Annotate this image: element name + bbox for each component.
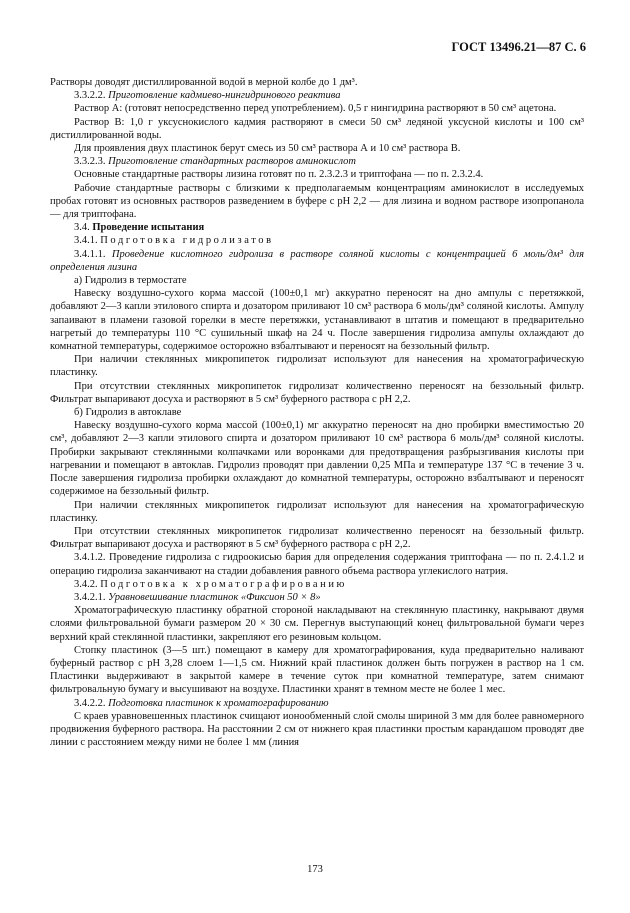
paragraph xyxy=(50,644,584,697)
text-run: Приготовление стандартных растворов аминокислот xyxy=(108,156,356,168)
paragraph xyxy=(50,419,584,498)
text-run: При наличии стеклянных микропипеток гидролизат используют для нанесения на хроматографическую пластинку. xyxy=(50,354,584,379)
text-run: 3.3.2.3. xyxy=(74,156,109,168)
page-number: 173 xyxy=(307,864,323,875)
text-run: 3.4.2. xyxy=(74,578,101,590)
text-run: При отсутствии стеклянных микропипеток гидролизат количественно переносят на беззольный фильтр. Фильтрат выпаривают досуха и растворяют в 5 см³ буферного раствора с pH 2,2. xyxy=(50,525,584,551)
text-run: Проведение кислотного гидролиза в растворе соляной кислоты с концентрацией 6 моль/дм³ для определения лизина xyxy=(50,248,584,273)
text-run: При отсутствии стеклянных микропипеток гидролизат количественно переносят на беззольный фильтр. Фильтрат выпаривают досуха и растворяют в 5 см³ буферного раствора с pH 2,2. xyxy=(50,380,584,405)
text-run: Навеску воздушно-сухого корма массой (100±0,1) мг аккуратно переносят на дно пробирки вместимостью 20 см³, добавляют 2—3 капли этилового спирта и дозатором приливают 10 см³ раствора 6 моль/дм³ соляной кислоты. Пробирки закрывают стеклянными колпачками или воронками для предотвращения разбрызгивания кислоты при нагревании и помещают в автоклав. Гидролиз проводят при давлении 0,25 МПа и температуре 137 °С в течение 3 ч. После завершения гидролиза пробирки охлаждают до комнатной температуры, осторожно взбалтывают и переносят содержимое на беззольный фильтр. xyxy=(50,420,584,498)
text-run: С краев уравновешенных пластинок счищают ионообменный слой смолы шириной 3 мм для более равномерного продвижения буферного раствора. На расстоянии 2 см от нижнего края пластинки простым карандашом проводят две линии с расстоянием между ними не более 1 мм (линия xyxy=(50,710,584,749)
paragraph xyxy=(50,525,584,551)
text-run: 3.4.2.2. xyxy=(74,697,109,709)
text-run: б) Гидролиз в автоклаве xyxy=(74,407,182,419)
text-run: 3.3.2.2. xyxy=(74,90,109,102)
paragraph xyxy=(50,116,584,142)
text-run: Рабочие стандартные растворы с близкими к предполагаемым концентрациям аминокислот в исследуемых пробах готовят из основных растворов разведением в буфере с pH 2,2 — для лизина и водном растворе изопропанола — для триптофана. xyxy=(50,182,584,221)
paragraph xyxy=(50,248,584,274)
text-run: 3.4.1.2. Проведение гидролиза с гидроокисью бария для определения содержания триптофана — по п. 2.4.1.2 и операцию гидролиза заканчивают на стадии добавления равного объема раствора углекислого натрия. xyxy=(50,552,584,577)
paragraph xyxy=(50,274,584,287)
paragraph xyxy=(50,604,584,644)
paragraph xyxy=(50,234,584,247)
text-run: Для проявления двух пластинок берут смесь из 50 см³ раствора А и 10 см³ раствора В. xyxy=(74,143,461,155)
text-run: 3.4.1.1. xyxy=(74,248,112,260)
paragraph xyxy=(50,499,584,525)
text-run: Проведение испытания xyxy=(92,222,205,234)
paragraph xyxy=(50,76,584,89)
text-run: При наличии стеклянных микропипеток гидролизат используют для нанесения на хроматографическую пластинку. xyxy=(50,499,584,524)
paragraph xyxy=(50,102,584,115)
paragraph xyxy=(50,551,584,577)
text-run: Подготовка к хроматографированию xyxy=(100,578,348,590)
paragraph xyxy=(50,591,584,604)
paragraph xyxy=(50,578,584,591)
text-run: а) Гидролиз в термостате xyxy=(74,275,187,287)
paragraph xyxy=(50,406,584,419)
paragraph xyxy=(50,380,584,406)
text-run: Подготовка гидролизатов xyxy=(100,235,274,247)
paragraph xyxy=(50,710,584,750)
paragraph xyxy=(50,142,584,155)
text-run: Хроматографическую пластинку обратной стороной накладывают на стеклянную пластинку, накрывают двумя слоями фильтровальной бумаги размером 20 × 30 см. Перегнув выступающий конец фильтровальной бумаги через верхний край стеклянной пластинки, закрепляют его резиновым кольцом. xyxy=(50,605,584,643)
text-run: Уравновешивание пластинок «Фиксион 50 × 8» xyxy=(108,591,321,603)
text-run: Навеску воздушно-сухого корма массой (100±0,1 мг) аккуратно переносят на дно ампулы с перетяжкой, добавляют 2—3 капли этилового спирта и дозатором приливают 10 см³ раствора 6 моль/дм³ соляной кислоты. Ампулу запаивают в пламени газовой горелки в месте перетяжки, устанавливают в штатив и помещают в предварительно нагретый до температуры 110 °С сушильный шкаф на 24 ч. После завершения гидролиза ампулы охлаждают до комнатной температуры, содержимое осторожно взбалтывают и переносят на беззольный фильтр. xyxy=(50,288,584,353)
paragraph xyxy=(50,155,584,168)
paragraph xyxy=(50,287,584,353)
text-run: 3.4.2.1. xyxy=(74,591,109,603)
text-run: 3.4. xyxy=(74,222,93,234)
text-run: 3.4.1. xyxy=(74,235,101,247)
paragraph xyxy=(50,697,584,710)
paragraph xyxy=(50,353,584,379)
paragraph xyxy=(50,168,584,181)
document-header: ГОСТ 13496.21—87 С. 6 xyxy=(451,40,586,54)
text-run: Основные стандартные растворы лизина готовят по п. 2.3.2.3 и триптофана — по п. 2.3.2.4. xyxy=(74,169,484,181)
paragraph xyxy=(50,221,584,234)
text-run: Растворы доводят дистиллированной водой в мерной колбе до 1 дм³. xyxy=(50,77,358,88)
text-run: Раствор А: (готовят непосредственно перед употреблением). 0,5 г нингидрина растворяют в 50 см³ ацетона. xyxy=(74,103,557,115)
text-run: Подготовка пластинок к хроматографированию xyxy=(108,697,329,709)
paragraph xyxy=(50,89,584,102)
text-run: Стопку пластинок (3—5 шт.) помещают в камеру для хроматографирования, куда предварительно наливают буферный раствор с pH 3,28 слоем 1—1,5 см. Нижний край пластинок должен быть погружен в раствор на 1 см. Пластинки выдерживают в закрытой камере в течение суток при комнатной температуре, затем снимают фильтровальную бумагу и высушивают на воздухе. Пластинки хранят в темном месте не более 1 мес. xyxy=(50,644,584,696)
text-run: Приготовление кадмиево-нингидринового реактива xyxy=(108,90,341,102)
paragraph xyxy=(50,182,584,222)
text-run: Раствор В: 1,0 г уксуснокислого кадмия растворяют в смеси 50 см³ ледяной уксусной кислоты и 100 см³ дистиллированной воды. xyxy=(50,116,584,141)
document-body xyxy=(50,76,584,749)
